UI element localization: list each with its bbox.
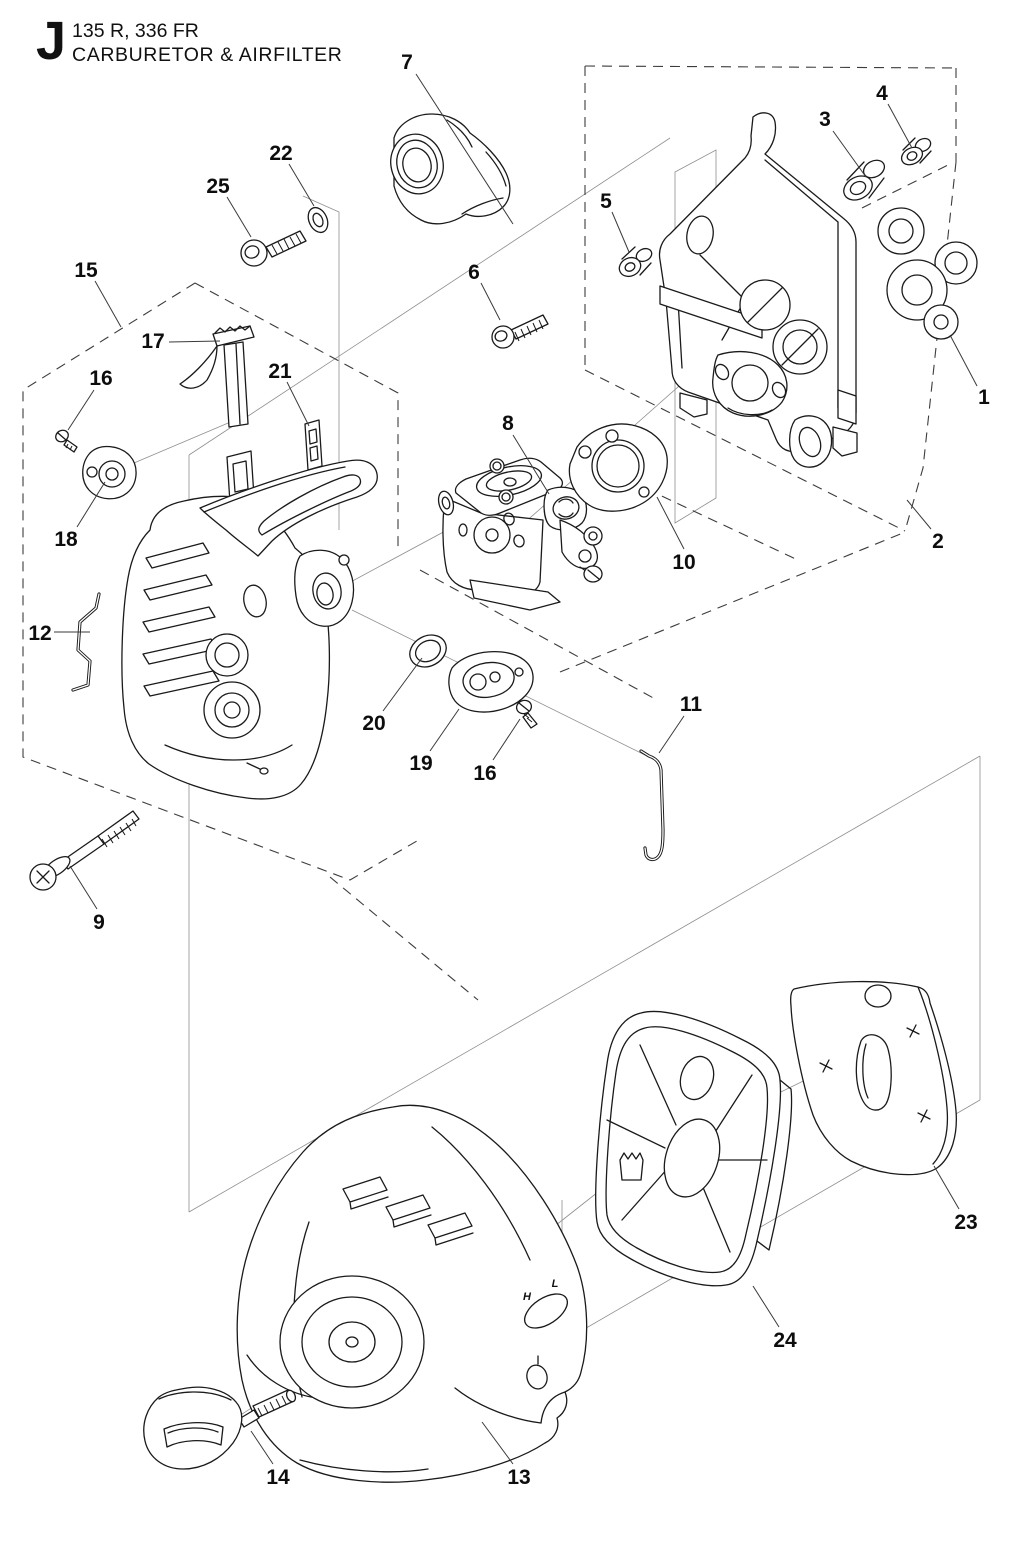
callout-leader-9	[70, 866, 97, 909]
part-3-bushing	[840, 157, 888, 205]
callout-number-10: 10	[672, 551, 696, 574]
callout-number-3: 3	[819, 108, 831, 131]
part-23-air-filter	[791, 982, 957, 1175]
callout-number-9: 9	[93, 911, 105, 934]
callout-leader-22	[289, 164, 314, 206]
callout-leader-16	[68, 390, 94, 430]
callout-number-25: 25	[206, 175, 230, 198]
callout-number-8: 8	[502, 412, 514, 435]
callout-number-21: 21	[268, 360, 292, 383]
part-1-rubber-mount	[878, 208, 977, 339]
callout-number-15: 15	[74, 259, 98, 282]
part-10-gasket	[569, 424, 667, 511]
callout-leader-16	[493, 719, 520, 760]
part-11-choke-wire	[641, 751, 663, 859]
callout-leader-23	[934, 1166, 959, 1209]
part-6-screw	[492, 315, 548, 348]
callout-leader-11	[659, 716, 684, 753]
callout-number-17: 17	[141, 330, 165, 353]
model-number: 135 R, 336 FR	[72, 20, 199, 42]
callout-leader-4	[888, 104, 912, 148]
callout-leader-5	[612, 212, 629, 252]
callout-number-23: 23	[954, 1211, 978, 1234]
callout-number-20: 20	[362, 712, 386, 735]
part-20-ring	[404, 629, 452, 673]
callout-number-16: 16	[473, 762, 497, 785]
callout-number-13: 13	[507, 1466, 531, 1489]
callout-number-11: 11	[679, 693, 703, 716]
callout-leader-15	[95, 281, 121, 327]
callout-leader-3	[833, 131, 866, 177]
callout-leader-6	[481, 283, 500, 320]
callout-leader-20	[383, 658, 422, 711]
callout-number-4: 4	[876, 82, 888, 105]
part-16-screw-choke	[515, 698, 537, 728]
part-16-screw-left	[54, 428, 77, 452]
callout-number-7: 7	[401, 51, 413, 74]
part-7-intake-elbow	[385, 114, 510, 224]
callout-number-22: 22	[269, 142, 293, 165]
callout-number-2: 2	[932, 530, 944, 553]
part-18-grommet	[83, 447, 136, 499]
part-21-damper	[305, 420, 322, 470]
callout-leader-2	[907, 500, 931, 529]
callout-leader-17	[169, 341, 220, 342]
callout-number-24: 24	[773, 1329, 797, 1352]
callout-leader-24	[753, 1286, 779, 1327]
part-2-airfilter-bracket	[659, 113, 857, 467]
part-5-bushing	[616, 246, 654, 280]
callout-number-19: 19	[409, 752, 433, 775]
part-9-bolt	[30, 811, 139, 890]
callout-number-6: 6	[468, 261, 480, 284]
page-title: CARBURETOR & AIRFILTER	[72, 44, 343, 66]
callout-leader-25	[227, 197, 251, 237]
part-17-choke-lever	[180, 326, 254, 503]
cover-l-marking: L	[551, 1278, 559, 1290]
callout-leader-19	[430, 709, 459, 751]
part-12-choke-rod	[73, 594, 99, 690]
callout-number-12: 12	[28, 622, 52, 645]
part-4-bushing	[899, 136, 933, 168]
part-13-cylinder-cover	[237, 1105, 586, 1482]
callout-number-16: 16	[89, 367, 113, 390]
callout-number-14: 14	[266, 1466, 290, 1489]
cover-h-marking: H	[523, 1291, 531, 1303]
callout-leader-21	[287, 382, 309, 426]
callout-number-18: 18	[54, 528, 78, 551]
part-24-filter-holder	[596, 1011, 792, 1285]
callout-leader-1	[950, 335, 977, 386]
callout-number-5: 5	[600, 190, 612, 213]
part-22-washer	[304, 204, 331, 235]
section-letter: J	[36, 11, 65, 71]
callout-number-1: 1	[978, 386, 990, 409]
